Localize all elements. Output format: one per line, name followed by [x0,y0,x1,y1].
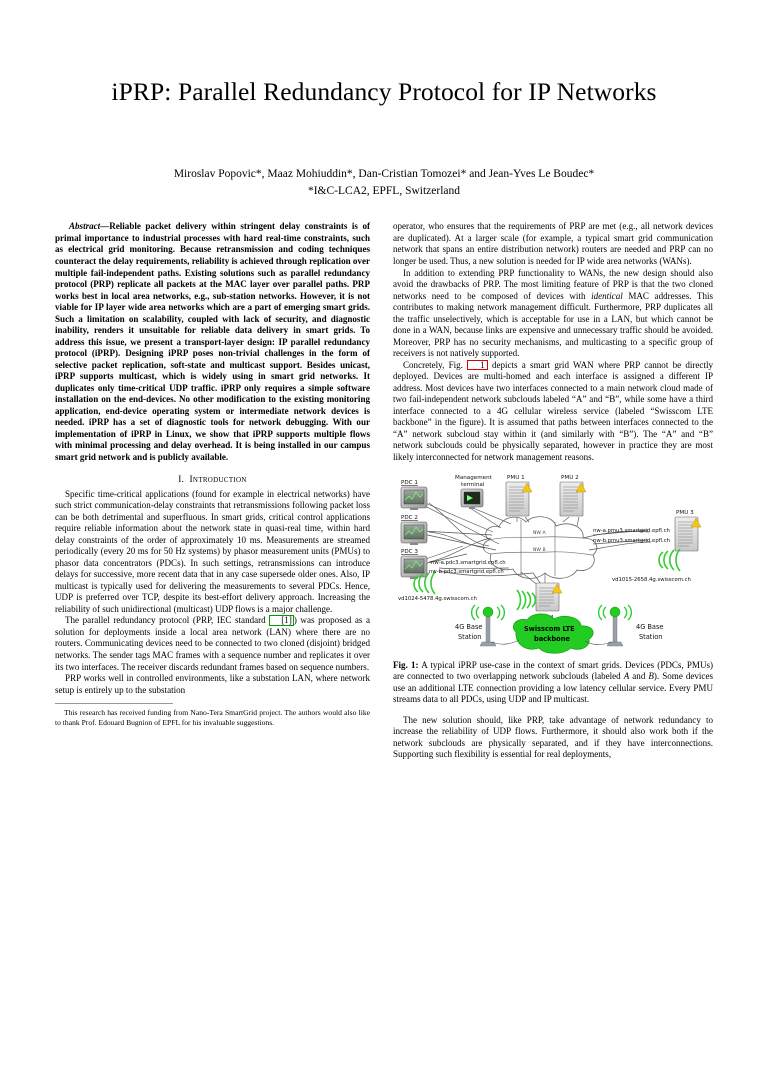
pdc-3-label: PDC 3 [401,548,418,555]
page-title: iPRP: Parallel Redundancy Protocol for IP Networks [111,77,657,106]
affiliation: *I&C-LCA2, EPFL, Switzerland [307,184,461,197]
paragraph-right-1: operator, who ensures that the requirements of PRP are met (e.g., all network devices are duplicated). At a larger scale (for example, a typical smart grid communication network that spans an entire distribution network) routers are needed and PRP can no longer be used. Thus, a new solution is needed for IP wide area networks (WANs). [393,221,713,266]
hostname-pmu3-b: nw-b.pmu3.smartgrid.epfl.ch [593,537,670,544]
paragraph-right-3-post: depicts a smart grid WAN where PRP cannot be directly deployed. Devices are multi-homed and each interface is assigned a different IP address. Most devices have two interfaces connected to a main network cloud made of two fail-independent network subclouds labeled “A” and “B”, while some have a third interface connected to a 4G cellular wireless service (labeled “Swisscom LTE backbone” in the figure). It is assumed that paths between interfaces connected to the “A” network subcloud stay within it (and similarly with “B”). The “A” and “B” network subclouds could be physically separated, however in practice they are most likely interconnected for network management reasons. [393,359,713,463]
base-station-right-line2: Station [639,632,663,641]
base-station-left-line2: Station [458,632,482,641]
pdc-1-label: PDC 1 [401,479,418,486]
figure-1-caption [393,660,713,706]
paragraph-prp-pre: The parallel redundancy protocol (PRP, IEC standard [65,615,270,626]
abstract-block [55,221,370,463]
node-pdc-2 [401,515,427,545]
footnote-divider [55,703,173,704]
mgmt-label-line2: terminal [461,481,485,488]
paragraph-right-2-italic: identical [591,290,623,301]
figure-1-image [393,472,713,654]
pmu4-wireless-icon [517,590,535,610]
paragraph-right-2b: MAC addresses. This contributes to making network management difficult. Furthermore, PRP duplicates all the traffic unselectively, which is acceptable for use in a LAN, but which cannot be done in a WAN, because links are expensive and unnecessary traffic should be avoided. Moreover, PRP has no security mechanisms, and multicasting to a specific group of receivers is not natively supported. [393,290,714,359]
pmu3-wireless-icon [659,549,680,571]
footnote-text: This research has received funding from Nano-Tera SmartGrid project. The authors would also like to thank Prof. Edouard Bugnion of EPFL for his invaluable suggestions. [55,708,370,727]
paragraph-right-2 [393,268,713,360]
hostname-pdc3-a: nw-a.pdc3.smartgrid.epfl.ch [431,559,506,566]
base-station-left-line1: 4G Base [455,622,483,631]
nw-a-label: NW A [533,530,546,536]
footnote-block [55,703,370,727]
paragraph-right-3-pre: Concretely, Fig. [403,359,468,370]
lte-label-line2: backbone [534,634,570,643]
pmu-1-label: PMU 1 [507,474,525,481]
figure-1 [393,472,713,706]
paragraph-right-4: The new solution should, like PRP, take advantage of network redundancy to increase the reliability of UDP flows. Furthermore, it should also work both if the network subclouds are physically separated, and if they have interconnections. Supporting such flexibility is essential for real deployments, [393,714,713,760]
two-column-body [55,221,713,760]
abstract-dash: — [100,221,110,232]
node-pmu-1 [506,475,532,516]
figure-caption-italic-a: A [623,671,630,682]
right-column [393,221,713,760]
node-pdc-1 [401,480,427,510]
paragraph-intro-1: Specific time-critical applications (found for example in electrical networks) have such strict communication-delay constraints that retransmissions following packet loss can be both detrimental and superfluous. In smart grids, critical control applications require reliable information about the network state in quasi-real time, within hard delay constraints of the order of approximately 10 ms. Measurements are streamed periodically (every 20 ms for 50 Hz systems) by phasor measurement units (PMUs) to phasor data concentrators (PDCs). In such settings, retransmissions can introduce delays for successive, more recent data that in any case supersede older ones. Also, IP multicast is typically used for delivering the measurements to several PDCs. Hence, UDP is preferred over TCP, despite its best-effort delivery approach. Increasing the reliability of such unidirectional (multicast) UDP flows is a major challenge. [55,488,370,614]
abstract-label: Abstract [69,221,101,232]
author-list: Miroslav Popovic*, Maaz Mohiuddin*, Dan-Cristian Tomozei* and Jean-Yves Le Boudec* [173,168,595,181]
paragraph-right-3 [393,360,713,464]
figure-caption-2: ). Some devices use an additional LTE connection providing a low latency cellular service. Every PMU streams data to all PDCs, using UDP and IP multicast. [393,671,713,705]
citation-number: 1 [284,615,289,626]
paragraph-prp-post: ) was proposed as a solution for deployments inside a local area network (LAN) where there are no routers. Communicating devices need to be connected to two cloned (disjoint) bridged networks. The sender tags MAC frames with a sequence number and replicates it over its two interfaces. The receiver discards redundant frames based on sequence numbers. [55,615,370,672]
figure-caption-1: A typical iPRP use-case in the context of smart grids. Devices (PDCs, PMUs) are connected to two overlapping network subclouds (labeled [393,659,714,682]
hostname-pdc3-b: nw-b.pdc3.smartgrid.epfl.ch [429,568,504,575]
pdc-2-label: PDC 2 [401,514,418,521]
hostname-pmu3-lte: vd1015-2658.4g.swisscom.ch [612,576,691,583]
figure-reference-link[interactable]: 1 [467,360,488,371]
node-management-terminal [455,475,493,509]
figure-caption-italic-b: B [648,671,654,682]
hostname-pmu3-a: nw-a.pmu3.smartgrid.epfl.ch [593,527,670,534]
nw-b-label: NW B [533,547,546,553]
figure-caption-and: and [629,671,649,682]
node-base-station-right [599,605,664,646]
paragraph-prp [55,615,370,673]
paragraph-right-2a: In addition to extending PRP functionality to WANs, the new design should also avoid the drawbacks of PRP. The most limiting feature of PRP is that the two cloned networks need to be composed of devices with [393,267,713,301]
section-title: Introduction [189,474,247,485]
base-station-right-line1: 4G Base [636,622,664,631]
paragraph-prp-controlled: PRP works well in controlled environments, like a substation LAN, where network setup is entirely up to the substation [55,673,370,695]
mgmt-label-line1: Management [455,474,492,481]
node-pmu-2 [560,475,586,516]
pmu-3-label: PMU 3 [676,509,694,516]
hostname-pdc3-lte: vd1024-5478.4g.swisscom.ch [398,595,477,602]
section-heading-introduction [55,475,370,485]
node-pmu-3 [675,510,701,551]
node-base-station-left [455,605,504,646]
figure-label: Fig. 1: [393,659,419,670]
paper-page [0,78,768,1072]
lte-cloud [513,613,593,652]
pmu-2-label: PMU 2 [561,474,579,481]
lte-label-line1: Swisscom LTE [524,624,575,633]
left-column [55,221,370,760]
section-number: I. [178,474,185,485]
abstract-text: Reliable packet delivery within stringent delay constraints is of primal importance to industrial processes with hard real-time constraints, such as electrical grid monitoring. Because retransmission and coding techniques counteract the delay requirements, reliability is achieved through replication over multiple fail-independent paths. Existing solutions such as parallel redundancy protocol (PRP) replicate all packets at the MAC layer over parallel paths. PRP works best in local area networks, e.g., sub-station networks. However, it is not viable for IP layer wide area networks which are a part of emerging smart grids. Such a limitation on scalability, coupled with lack of security, and diagnostic inability, renders it unsuitable for reliable data delivery in smart grids. To address this issue, we present a transport-layer design: IP parallel redundancy protocol (iPRP). Designing iPRP poses non-trivial challenges in the form of selective packet replication, soft-state and multicast support. Besides unicast, iPRP supports multicast, which is widely using in smart grid networks. It duplicates only time-critical UDP traffic. iPRP only requires a simple software installation on the end-devices. No other modification to the existing monitoring application, end-device operating system or intermediate network devices is needed. iPRP has a set of diagnostic tools for network debugging. With our implementation of iPRP in Linux, we show that iPRP supports multiple flows with minimal processing and delay overhead. It is being installed in our campus smart grid network and is publicly available. [55,221,370,463]
citation-link-1[interactable]: [1] [269,615,294,626]
